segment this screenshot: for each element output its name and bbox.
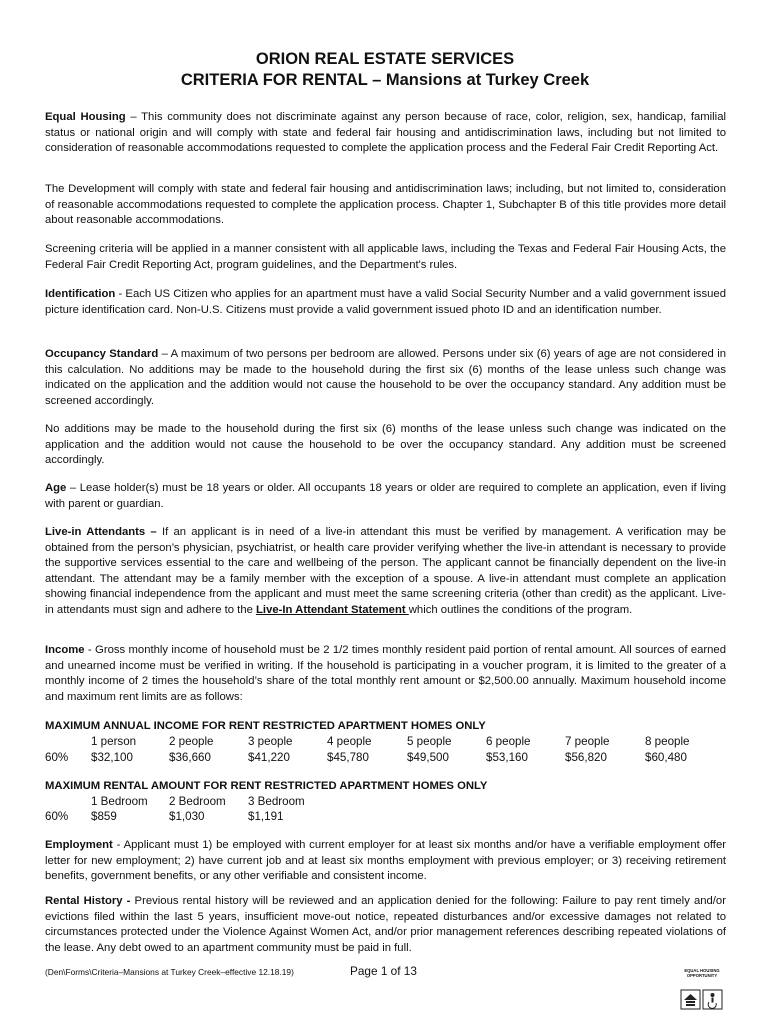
equal-housing-heading: Equal Housing xyxy=(45,111,126,123)
income-header-cell: 3 people xyxy=(248,735,293,748)
income-header-cell: 6 people xyxy=(486,735,531,748)
occupancy-paragraph xyxy=(45,347,726,409)
rent-row-label: 60% xyxy=(45,810,69,823)
employment-paragraph xyxy=(45,838,726,885)
income-header-cell: 8 people xyxy=(645,735,690,748)
rent-header-cell: 2 Bedroom xyxy=(169,795,226,808)
identification-text: - Each US Citizen who applies for an apartment must have a valid Social Security Number and a valid government issued picture identification card. Non-U.S. Citizens must provide a valid government issued photo ID and an identification number. xyxy=(45,288,726,316)
rental-history-paragraph xyxy=(45,894,726,956)
rent-value-cell: $1,030 xyxy=(169,810,205,823)
screening-paragraph: Screening criteria will be applied in a manner consistent with all applicable laws, including the Texas and Federal Fair Housing Acts, the Federal Fair Credit Reporting Act, program guidelines, and the Department's rules. xyxy=(45,243,726,271)
employment-heading: Employment xyxy=(45,839,113,851)
income-header-cell: 7 people xyxy=(565,735,610,748)
income-value-cell: $32,100 xyxy=(91,751,133,764)
identification-heading: Identification xyxy=(45,288,116,300)
income-row-label: 60% xyxy=(45,751,69,764)
income-value-cell: $56,820 xyxy=(565,751,607,764)
age-heading: Age xyxy=(45,482,67,494)
development-paragraph: The Development will comply with state and federal fair housing and antidiscrimination laws; including, but not limited to, consideration of reasonable accommodations requested to complete the application process. Chapter 1, Subchapter B of this title provides more detail about reasonable accommodations. xyxy=(45,183,726,227)
live-in-paragraph xyxy=(45,525,726,619)
equal-housing-icon xyxy=(680,978,724,1012)
live-in-heading: Live-in Attendants – xyxy=(45,526,157,538)
income-value-cell: $41,220 xyxy=(248,751,290,764)
income-value-cell: $45,780 xyxy=(327,751,369,764)
rental-history-text: Previous rental history will be reviewed and an application denied for the following: Failure to pay rent timely and/or evictions filed within the last 5 years, insufficient move-out notice, repeated disturbances and/or excessive damages not related to circumstances protected under the Violence Against Women Act, and/or prior management references describing repeated violations of the lease. Any debt owed to an apartment community must be paid in full. xyxy=(45,895,726,954)
age-text: – Lease holder(s) must be 18 years or older. All occupants 18 years or older are required to complete an application, even if living with parent or guardian. xyxy=(45,482,726,510)
identification-paragraph xyxy=(45,287,726,318)
rent-value-cell: $859 xyxy=(91,810,117,823)
income-value-cell: $36,660 xyxy=(169,751,211,764)
occupancy-heading: Occupancy Standard xyxy=(45,348,159,360)
equal-housing-text: – This community does not discriminate against any person because of race, color, religion, sex, handicap, familial status or national origin and will comply with state and federal fair housing and antidiscrimination laws, including but not limited to consideration of reasonable accommodations requested to complete the application process and the Federal Fair Credit Reporting Act. xyxy=(45,111,726,155)
income-table-title: MAXIMUM ANNUAL INCOME FOR RENT RESTRICTED APARTMENT HOMES ONLY xyxy=(45,720,486,732)
rent-header-cell: 3 Bedroom xyxy=(248,795,305,808)
live-in-tail: which outlines the conditions of the program. xyxy=(408,603,633,616)
income-value-cell: $60,480 xyxy=(645,751,687,764)
income-text: - Gross monthly income of household must be 2 1/2 times monthly resident paid portion of rental amount. All sources of earned and unearned income must be verified in writing. If the household is participating in a voucher program, it is limited to the greater of a monthly income of 2 times the household’s share of the total monthly rent amount or $2,500.00 annually. Maximum household income and maximum rent limits are as follows: xyxy=(45,644,726,703)
additions-paragraph: No additions may be made to the household during the first six (6) months of the lease unless such change was indicated on the application and the addition would not cause the household to be over the occupancy standard. Any addition must be screened accordingly. xyxy=(45,423,726,467)
rent-header-cell: 1 Bedroom xyxy=(91,795,148,808)
equal-housing-logo xyxy=(680,968,724,1012)
income-paragraph xyxy=(45,643,726,705)
rental-history-heading: Rental History - xyxy=(45,895,131,907)
document-title: CRITERIA FOR RENTAL – Mansions at Turkey Creek xyxy=(180,71,590,89)
occupancy-text: – A maximum of two persons per bedroom are allowed. Persons under six (6) years of age are not considered in this calculation. No additions may be made to the household during the first six (6) months of the lease unless such change was indicated on the application and the addition would not cause the household to be over the occupancy standard. Any addition must be screened accordingly. xyxy=(45,348,726,407)
income-header-cell: 2 people xyxy=(169,735,214,748)
live-in-text: If an applicant is in need of a live-in attendant this must be verified by management. A verification may be obtained from the person’s physician, psychiatrist, or health care provider verifying whether the live-in attendant is necessary to provide the supportive services essential to the care and wellbeing of the person. The applicant cannot be financially dependent on the live-in attendant. The attendant may be a family member with the exception of a spouse. A live-in attendant must complete an application showing financial independence from the applicant and must meet the same screening criteria (other than credit) as the applicant. Live-in attendants must sign and adhere to the xyxy=(45,526,727,616)
age-paragraph xyxy=(45,481,726,512)
income-value-cell: $49,500 xyxy=(407,751,449,764)
income-value-cell: $53,160 xyxy=(486,751,528,764)
employment-text: - Applicant must 1) be employed with current employer for at least six months and/or have a verifiable employment offer letter for new employment; 2) have current job and at least six months employment with previous employer; or 3) receiving retirement benefits, government benefits, or any other verifiable and consistent income. xyxy=(45,839,726,883)
rent-table-title: MAXIMUM RENTAL AMOUNT FOR RENT RESTRICTED APARTMENT HOMES ONLY xyxy=(45,780,488,792)
live-in-statement-link[interactable]: Live-In Attendant Statement xyxy=(256,603,409,616)
page-number: Page 1 of 13 xyxy=(350,964,417,978)
rent-value-cell: $1,191 xyxy=(248,810,284,823)
equal-housing-paragraph xyxy=(45,110,726,157)
equal-housing-logo-text: EQUAL HOUSING OPPORTUNITY xyxy=(684,968,720,978)
income-heading: Income xyxy=(45,644,85,656)
income-header-cell: 4 people xyxy=(327,735,372,748)
income-header-cell: 5 people xyxy=(407,735,452,748)
company-title: ORION REAL ESTATE SERVICES xyxy=(255,50,515,68)
footer-file-path: (Den\Forms\Criteria–Mansions at Turkey Creek–effective 12.18.19) xyxy=(45,967,294,977)
income-header-cell: 1 person xyxy=(91,735,137,748)
